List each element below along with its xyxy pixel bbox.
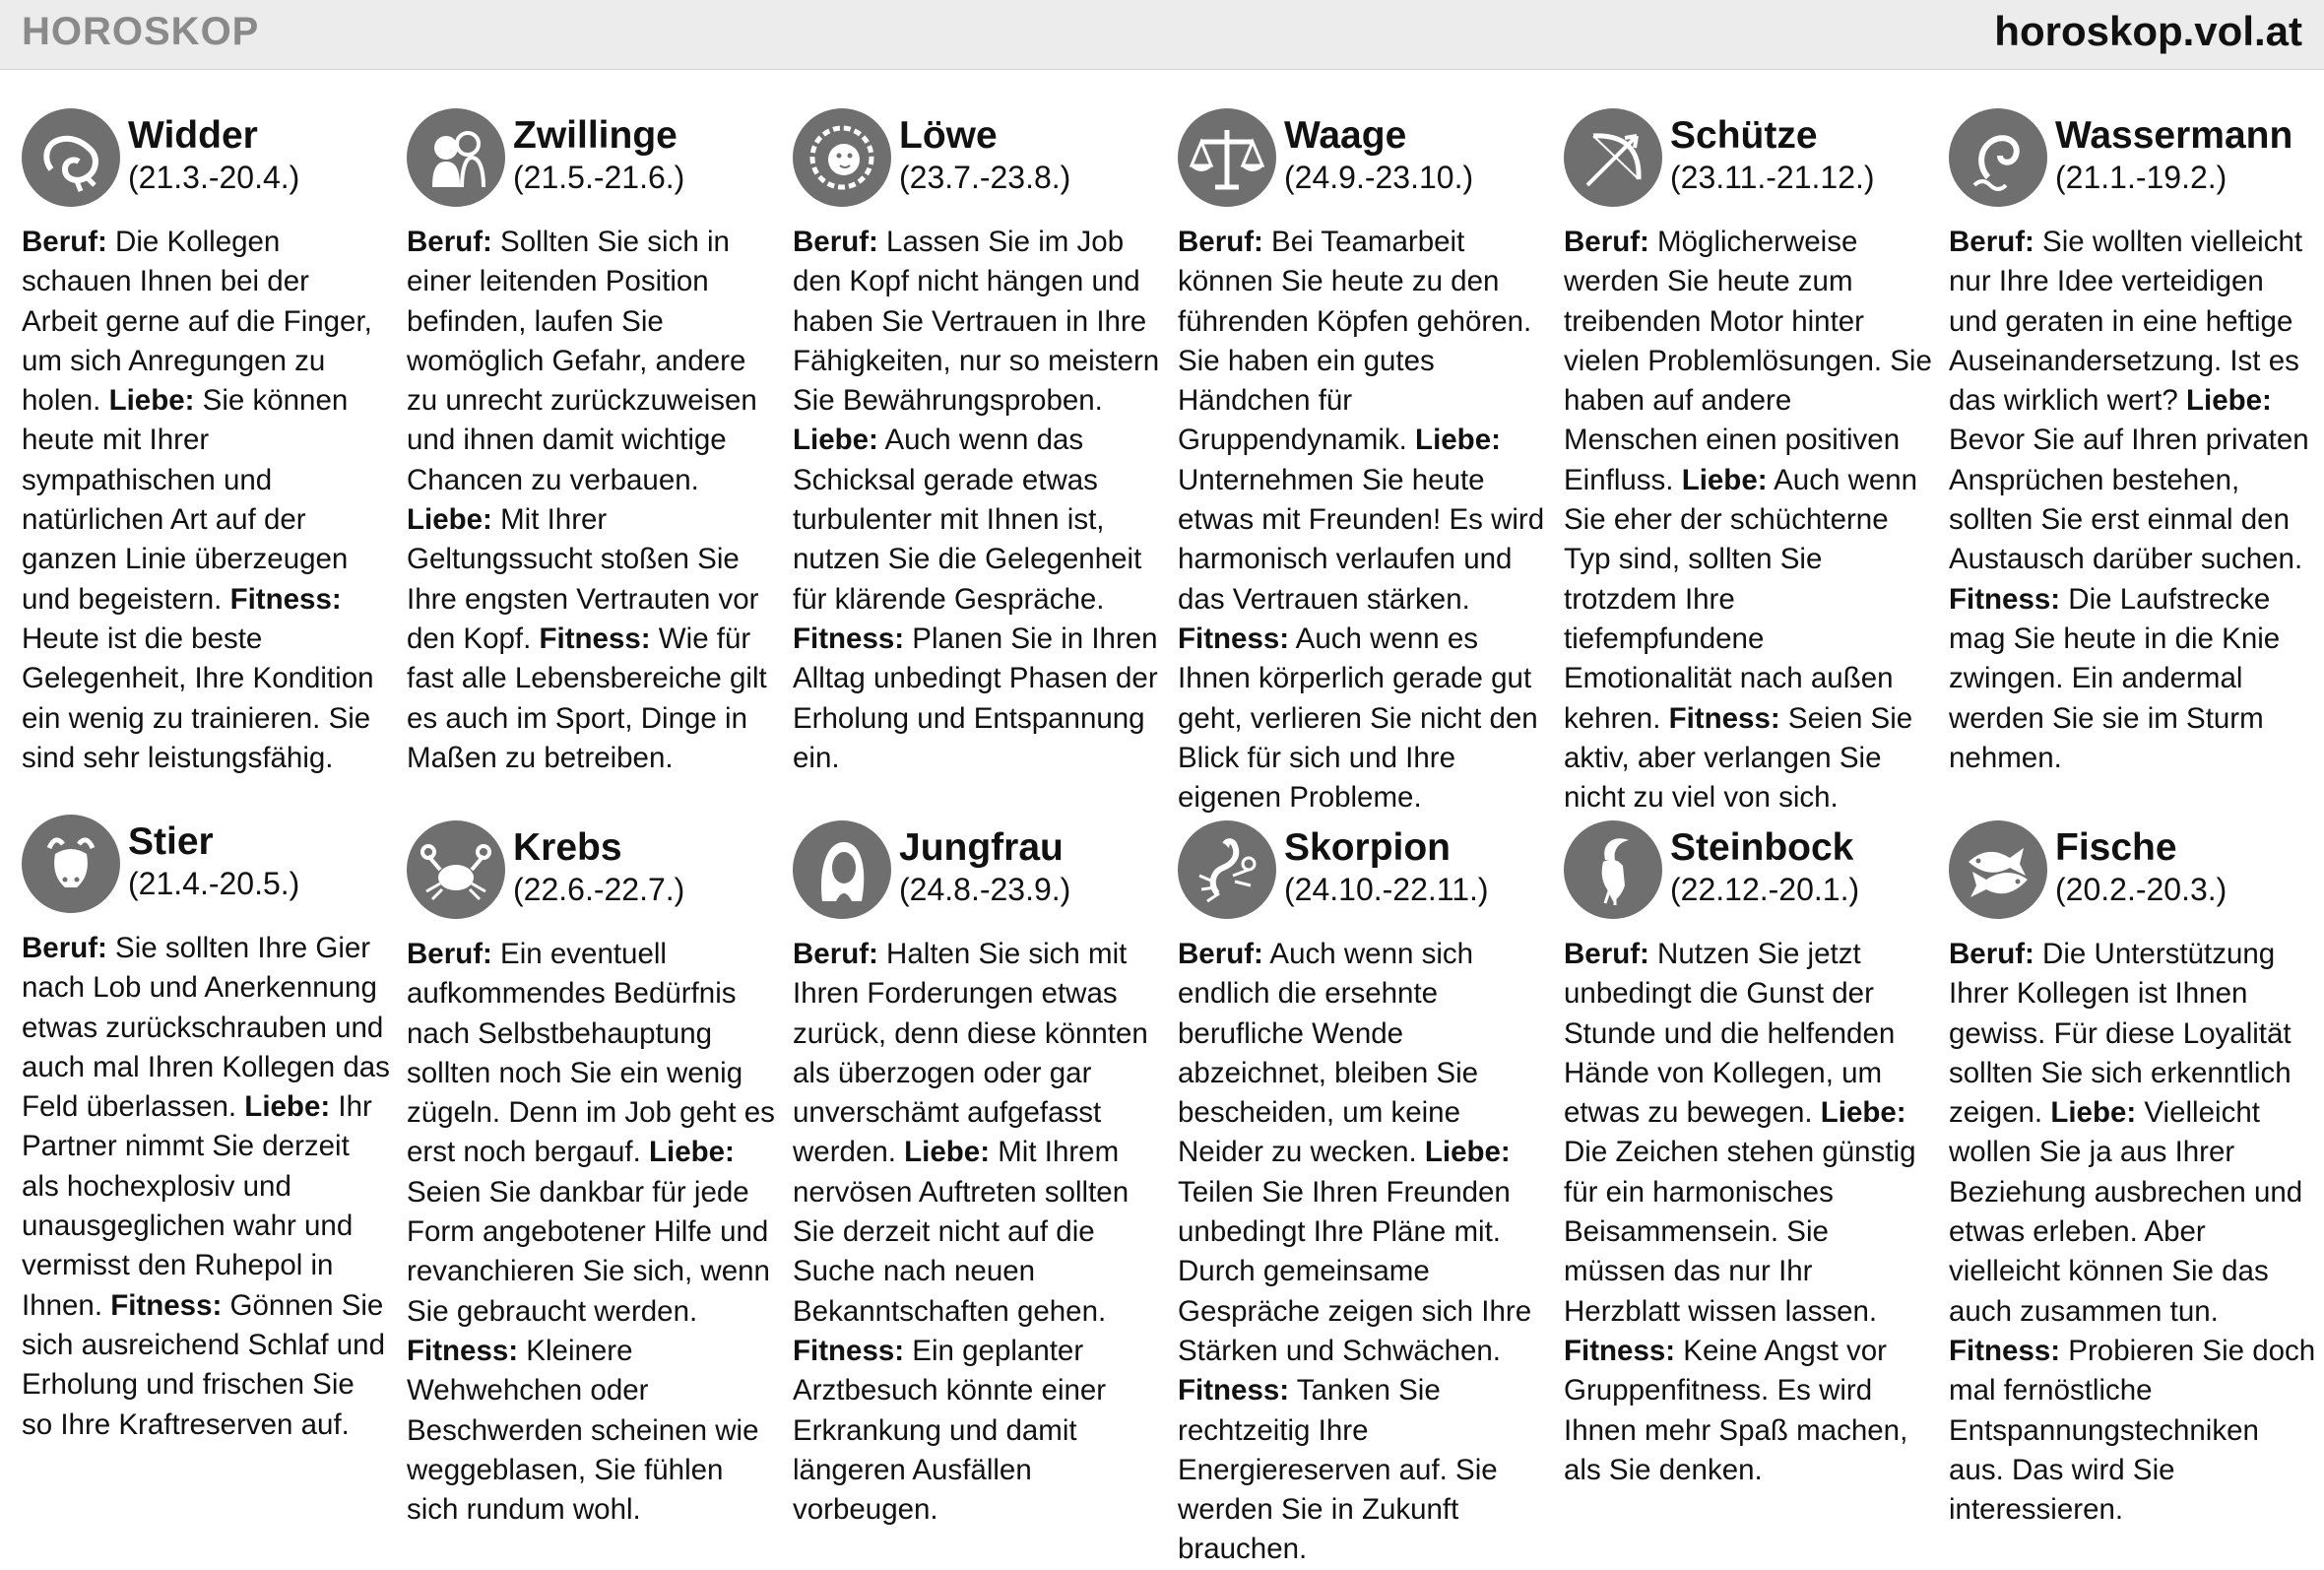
- fitness-label: Fitness:: [110, 1288, 223, 1322]
- beruf-label: Beruf:: [1178, 226, 1263, 258]
- sign-name: Steinbock: [1670, 826, 1854, 869]
- sign-name: Stier: [128, 820, 214, 863]
- section-title: HOROSKOP: [22, 10, 260, 53]
- sign-dates: (22.6.-22.7.): [513, 872, 685, 907]
- fitness-text: Planen Sie in Ihren Alltag unbedingt Phasen der Erholung und Entspannung ein.: [793, 621, 1158, 774]
- liebe-text: Seien Sie dankbar für jede Form angebotener Hilfe und revanchieren Sie sich, wenn Sie gebraucht werden.: [407, 1175, 770, 1328]
- scorpio-scorpion-icon: [1178, 820, 1276, 919]
- liebe-label: Liebe:: [1415, 424, 1501, 457]
- liebe-text: Mit Ihrer Geltungssucht stoßen Sie Ihre engsten Vertrauten vor den Kopf.: [407, 503, 759, 655]
- sign-wassermann: [1949, 108, 2313, 818]
- beruf-label: Beruf:: [1949, 938, 2034, 970]
- beruf-label: Beruf:: [1564, 226, 1649, 258]
- aquarius-waterbearer-icon: [1949, 108, 2047, 207]
- sign-dates: (20.2.-20.3.): [2055, 872, 2227, 907]
- cancer-crab-icon: [407, 820, 505, 919]
- liebe-text: Unternehmen Sie heute etwas mit Freunden! Es wird harmonisch verlaufen und das Vertrauen stärken.: [1178, 463, 1545, 616]
- sign-loewe: [793, 108, 1160, 818]
- fitness-label: Fitness:: [1178, 621, 1290, 655]
- sign-dates: (23.7.-23.8.): [899, 160, 1071, 195]
- site-url[interactable]: horoskop.vol.at: [1994, 8, 2302, 54]
- liebe-label: Liebe:: [108, 384, 195, 418]
- fitness-label: Fitness:: [1949, 582, 2061, 616]
- sign-dates: (24.9.-23.10.): [1284, 160, 1474, 195]
- fitness-label: Fitness:: [1178, 1374, 1290, 1407]
- liebe-label: Liebe:: [1424, 1136, 1511, 1169]
- libra-scales-icon: [1178, 108, 1276, 207]
- virgo-maiden-icon: [793, 820, 891, 919]
- beruf-label: Beruf:: [793, 226, 878, 258]
- liebe-label: Liebe:: [2185, 384, 2272, 418]
- sign-text: [793, 223, 1162, 778]
- fitness-label: Fitness:: [539, 621, 651, 655]
- fitness-text: Die Laufstrecke mag Sie heute in die Knie zwingen. Ein andermal werden Sie sie im Sturm nehmen.: [1949, 582, 2281, 774]
- fitness-text: Heute ist die beste Gelegenheit, Ihre Kondition ein wenig zu trainieren. Sie sind sehr leistungsfähig.: [22, 621, 374, 774]
- beruf-text: Sie wollten vielleicht nur Ihre Idee verteidigen und geraten in eine heftige Auseinandersetzung. Ist es das wirklich wert?: [1949, 226, 2303, 418]
- gemini-twins-icon: [407, 108, 505, 207]
- fitness-text: Gönnen Sie sich ausreichend Schlaf und Erholung und frischen Sie so Ihre Kraftreserven auf.: [22, 1288, 385, 1441]
- liebe-label: Liebe:: [1820, 1096, 1906, 1130]
- fitness-text: Auch wenn es Ihnen körperlich gerade gut geht, verlieren Sie nicht den Blick für sich und Ihre eigenen Probleme.: [1178, 621, 1538, 815]
- beruf-label: Beruf:: [793, 938, 878, 970]
- sign-fische: [1949, 820, 2316, 1530]
- liebe-text: Auch wenn Sie eher der schüchterne Typ sind, sollten Sie trotzdem Ihre tiefempfundene Emotionalität nach außen kehren.: [1564, 463, 1918, 735]
- liebe-label: Liebe:: [648, 1136, 735, 1169]
- sign-text: [407, 935, 776, 1530]
- leo-lion-icon: [793, 108, 891, 207]
- liebe-text: Ihr Partner nimmt Sie derzeit als hochexplosiv und unausgeglichen wahr und vermisst den Ruhepol in Ihnen.: [22, 1090, 372, 1322]
- sign-dates: (24.8.-23.9.): [899, 872, 1071, 907]
- beruf-text: Die Kollegen schauen Ihnen bei der Arbeit gerne auf die Finger, um sich Anregungen zu holen.: [22, 226, 372, 418]
- sign-krebs: [407, 820, 775, 1530]
- sign-jungfrau: [793, 820, 1157, 1530]
- fitness-label: Fitness:: [407, 1334, 519, 1367]
- liebe-text: Mit Ihrem nervösen Auftreten sollten Sie derzeit nicht auf die Suche nach neuen Bekanntschaften gehen.: [793, 1136, 1130, 1328]
- sign-text: [1564, 223, 1933, 818]
- page-header: [0, 0, 2324, 70]
- sign-skorpion: [1178, 820, 1542, 1566]
- fitness-text: Wie für fast alle Lebensbereiche gilt es auch im Sport, Dinge in Maßen zu betreiben.: [407, 621, 767, 774]
- beruf-text: Möglicherweise werden Sie heute zum treibenden Motor hinter vielen Problemlösungen. Sie haben auf andere Menschen einen positiven Einfluss.: [1564, 226, 1932, 496]
- sign-schuetze: [1564, 108, 1932, 818]
- liebe-label: Liebe:: [2050, 1096, 2137, 1130]
- sign-zwillinge: [407, 108, 771, 818]
- sign-name: Krebs: [513, 826, 622, 869]
- beruf-label: Beruf:: [1949, 226, 2034, 258]
- sign-name: Wassermann: [2055, 114, 2293, 157]
- beruf-label: Beruf:: [1178, 938, 1263, 970]
- sign-text: [1178, 223, 1547, 818]
- sign-text: [407, 223, 776, 778]
- fitness-label: Fitness:: [1949, 1334, 2061, 1367]
- taurus-bull-icon: [22, 815, 120, 913]
- liebe-label: Liebe:: [904, 1136, 991, 1169]
- beruf-text: Die Unterstützung Ihrer Kollegen ist Ihnen gewiss. Für diese Loyalität sollten Sie sich erkenntlich zeigen.: [1949, 938, 2292, 1130]
- beruf-label: Beruf:: [407, 938, 492, 970]
- sign-name: Löwe: [899, 114, 998, 157]
- fitness-text: Seien Sie aktiv, aber verlangen Sie nicht zu viel von sich.: [1564, 701, 1913, 815]
- liebe-label: Liebe:: [1681, 463, 1768, 496]
- fitness-text: Kleinere Wehwehchen oder Beschwerden scheinen wie weggeblasen, Sie fühlen sich rundum wohl.: [407, 1334, 759, 1527]
- liebe-label: Liebe:: [407, 503, 492, 537]
- sign-text: [1949, 935, 2318, 1530]
- liebe-text: Vielleicht wollen Sie ja aus Ihrer Beziehung ausbrechen und etwas erleben. Aber vielleicht können Sie das auch zusammen tun.: [1949, 1096, 2303, 1328]
- fitness-label: Fitness:: [1668, 701, 1780, 735]
- sagittarius-bow-icon: [1564, 108, 1662, 207]
- sign-dates: (23.11.-21.12.): [1670, 160, 1875, 195]
- sign-widder: [22, 108, 386, 818]
- beruf-label: Beruf:: [1564, 938, 1649, 970]
- sign-text: [1564, 935, 1933, 1490]
- fitness-text: Probieren Sie doch mal fernöstliche Entspannungstechniken aus. Das wird Sie interessieren.: [1949, 1334, 2316, 1527]
- beruf-text: Halten Sie sich mit Ihren Forderungen etwas zurück, denn diese könnten als überzogen oder gar unverschämt aufgefasst werden.: [793, 938, 1148, 1169]
- beruf-text: Sollten Sie sich in einer leitenden Position befinden, laufen Sie womöglich Gefahr, andere zu unrecht zurückzuweisen und ihnen damit wichtige Chancen zu verbauen.: [407, 226, 757, 496]
- liebe-text: Bevor Sie auf Ihren privaten Ansprüchen bestehen, sollten Sie erst einmal den Austausch darüber suchen.: [1949, 424, 2309, 576]
- sign-name: Fische: [2055, 826, 2177, 869]
- sign-text: [22, 929, 391, 1445]
- fitness-text: Ein geplanter Arztbesuch könnte einer Erkrankung und damit längeren Ausfällen vorbeugen.: [793, 1334, 1107, 1527]
- sign-text: [22, 223, 391, 778]
- beruf-text: Sie sollten Ihre Gier nach Lob und Anerkennung etwas zurückschrauben und auch mal Ihren Kollegen das Feld überlassen.: [22, 932, 390, 1124]
- fitness-label: Fitness:: [229, 582, 342, 616]
- sign-waage: [1178, 108, 1545, 818]
- sign-text: [1178, 935, 1547, 1570]
- beruf-text: Ein eventuell aufkommendes Bedürfnis nach Selbstbehauptung sollten noch Sie ein wenig zügeln. Denn im Job geht es erst noch bergauf.: [407, 938, 775, 1169]
- sign-name: Skorpion: [1284, 826, 1452, 869]
- sign-dates: (24.10.-22.11.): [1284, 872, 1489, 907]
- capricorn-goat-icon: [1564, 820, 1662, 919]
- sign-name: Waage: [1284, 114, 1407, 157]
- sign-text: [1949, 223, 2318, 778]
- sign-dates: (21.1.-19.2.): [2055, 160, 2227, 195]
- liebe-text: Teilen Sie Ihren Freunden unbedingt Ihre Pläne mit. Durch gemeinsame Gespräche zeigen sich Ihre Stärken und Schwächen.: [1178, 1175, 1532, 1367]
- sign-name: Schütze: [1670, 114, 1818, 157]
- sign-stier: [22, 815, 390, 1524]
- sign-dates: (21.3.-20.4.): [128, 160, 300, 195]
- aries-ram-icon: [22, 108, 120, 207]
- beruf-text: Bei Teamarbeit können Sie heute zu den führenden Köpfen gehören. Sie haben ein gutes Händchen für Gruppendynamik.: [1178, 226, 1532, 457]
- beruf-label: Beruf:: [407, 226, 492, 258]
- sign-name: Jungfrau: [899, 826, 1064, 869]
- sign-dates: (21.4.-20.5.): [128, 866, 300, 901]
- beruf-label: Beruf:: [22, 226, 107, 258]
- sign-text: [793, 935, 1162, 1530]
- liebe-label: Liebe:: [244, 1090, 331, 1124]
- beruf-label: Beruf:: [22, 932, 107, 964]
- fitness-label: Fitness:: [793, 621, 905, 655]
- sign-dates: (22.12.-20.1.): [1670, 872, 1860, 907]
- pisces-fish-icon: [1949, 820, 2047, 919]
- liebe-text: Auch wenn das Schicksal gerade etwas turbulenter mit Ihnen ist, nutzen Sie die Gelegenheit für klärende Gespräche.: [793, 424, 1142, 616]
- liebe-text: Die Zeichen stehen günstig für ein harmonisches Beisammensein. Sie müssen das nur Ihr Herzblatt wissen lassen.: [1564, 1136, 1916, 1328]
- fitness-label: Fitness:: [1564, 1334, 1676, 1367]
- sign-steinbock: [1564, 820, 1928, 1530]
- fitness-text: Keine Angst vor Gruppenfitness. Es wird Ihnen mehr Spaß machen, als Sie denken.: [1564, 1334, 1908, 1486]
- sign-name: Zwillinge: [513, 114, 678, 157]
- liebe-label: Liebe:: [793, 424, 878, 457]
- fitness-label: Fitness:: [793, 1334, 905, 1367]
- liebe-text: Sie können heute mit Ihrer sympathischen und natürlichen Art auf der ganzen Linie überzeugen und begeistern.: [22, 384, 349, 616]
- beruf-text: Lassen Sie im Job den Kopf nicht hängen und haben Sie Vertrauen in Ihre Fähigkeiten, nur so meistern Sie Bewährungsproben.: [793, 226, 1160, 418]
- beruf-text: Nutzen Sie jetzt unbedingt die Gunst der Stunde und die helfenden Hände von Kollegen, um etwas zu bewegen.: [1564, 938, 1896, 1130]
- beruf-text: Auch wenn sich endlich die ersehnte berufliche Wende abzeichnet, bleiben Sie bescheiden, um keine Neider zu wecken.: [1178, 938, 1479, 1169]
- fitness-text: Tanken Sie rechtzeitig Ihre Energiereserven auf. Sie werden Sie in Zukunft brauchen.: [1178, 1374, 1498, 1566]
- sign-name: Widder: [128, 114, 258, 157]
- sign-dates: (21.5.-21.6.): [513, 160, 685, 195]
